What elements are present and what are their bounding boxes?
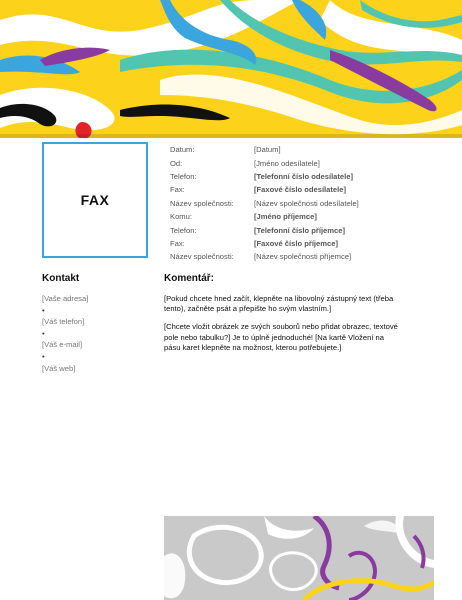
field-row-from [170,156,359,169]
field-label: Od: [170,158,183,168]
field-row-sender-fax [170,183,359,196]
field-value[interactable]: [Faxové číslo příjemce] [254,238,338,248]
field-row-recipient-company [170,250,359,263]
fax-fields [170,143,359,264]
field-value[interactable]: [Faxové číslo odesílatele] [254,185,347,195]
contact-heading: Kontakt [42,273,80,284]
field-label: Název společnosti: [170,252,234,262]
field-value[interactable]: [Jméno příjemce] [254,212,317,222]
field-row-sender-phone [170,170,359,183]
comment-heading: Komentář: [164,273,215,284]
field-row-sender-company [170,197,359,210]
field-label: Telefon: [170,225,197,235]
field-row-recipient-fax [170,237,359,250]
field-label: Název společnosti: [170,198,234,208]
contact-web[interactable]: [Váš web] [42,363,76,373]
field-value[interactable]: [Název společnosti příjemce] [254,252,352,262]
field-value[interactable]: [Telefonní číslo příjemce] [254,225,346,235]
comment-paragraph[interactable]: [Chcete vložit obrázek ze svých souborů nebo přidat obrazec, textové pole nebo tabulku?] Je to úplně jednoduché! [Na kartě Vložení na pásu karet klepněte na možnost, kterou potřebujete.] [164,322,398,352]
field-label: Fax: [170,185,185,195]
contact-list [42,293,88,374]
field-value[interactable]: [Název společnosti odesílatele] [254,198,359,208]
field-value[interactable]: [Telefonní číslo odesílatele] [254,171,354,181]
field-row-recipient-phone [170,223,359,236]
field-row-to [170,210,359,223]
bullet-separator: • [42,305,45,315]
contact-phone[interactable]: [Váš telefon] [42,317,85,327]
fax-title: FAX [80,192,110,208]
field-value[interactable]: [Datum] [254,145,281,155]
field-value[interactable]: [Jméno odesílatele] [254,158,320,168]
bullet-separator: • [42,351,45,361]
footer-swirl-art [164,516,434,600]
comment-body[interactable] [164,294,400,361]
contact-address[interactable]: [Vaše adresa] [42,294,89,303]
field-label: Datum: [170,145,195,155]
header-banner-art [0,0,462,138]
field-label: Komu: [170,212,192,222]
field-label: Telefon: [170,171,197,181]
fax-title-box [42,142,148,258]
bullet-separator: • [42,328,45,338]
field-label: Fax: [170,238,185,248]
field-row-date [170,143,359,156]
comment-paragraph[interactable]: [Pokud chcete hned začít, klepněte na libovolný zástupný text (třeba tento), začněte psát a přepište ho svým vlastním.] [164,294,394,314]
contact-email[interactable]: [Váš e-mail] [42,340,83,350]
